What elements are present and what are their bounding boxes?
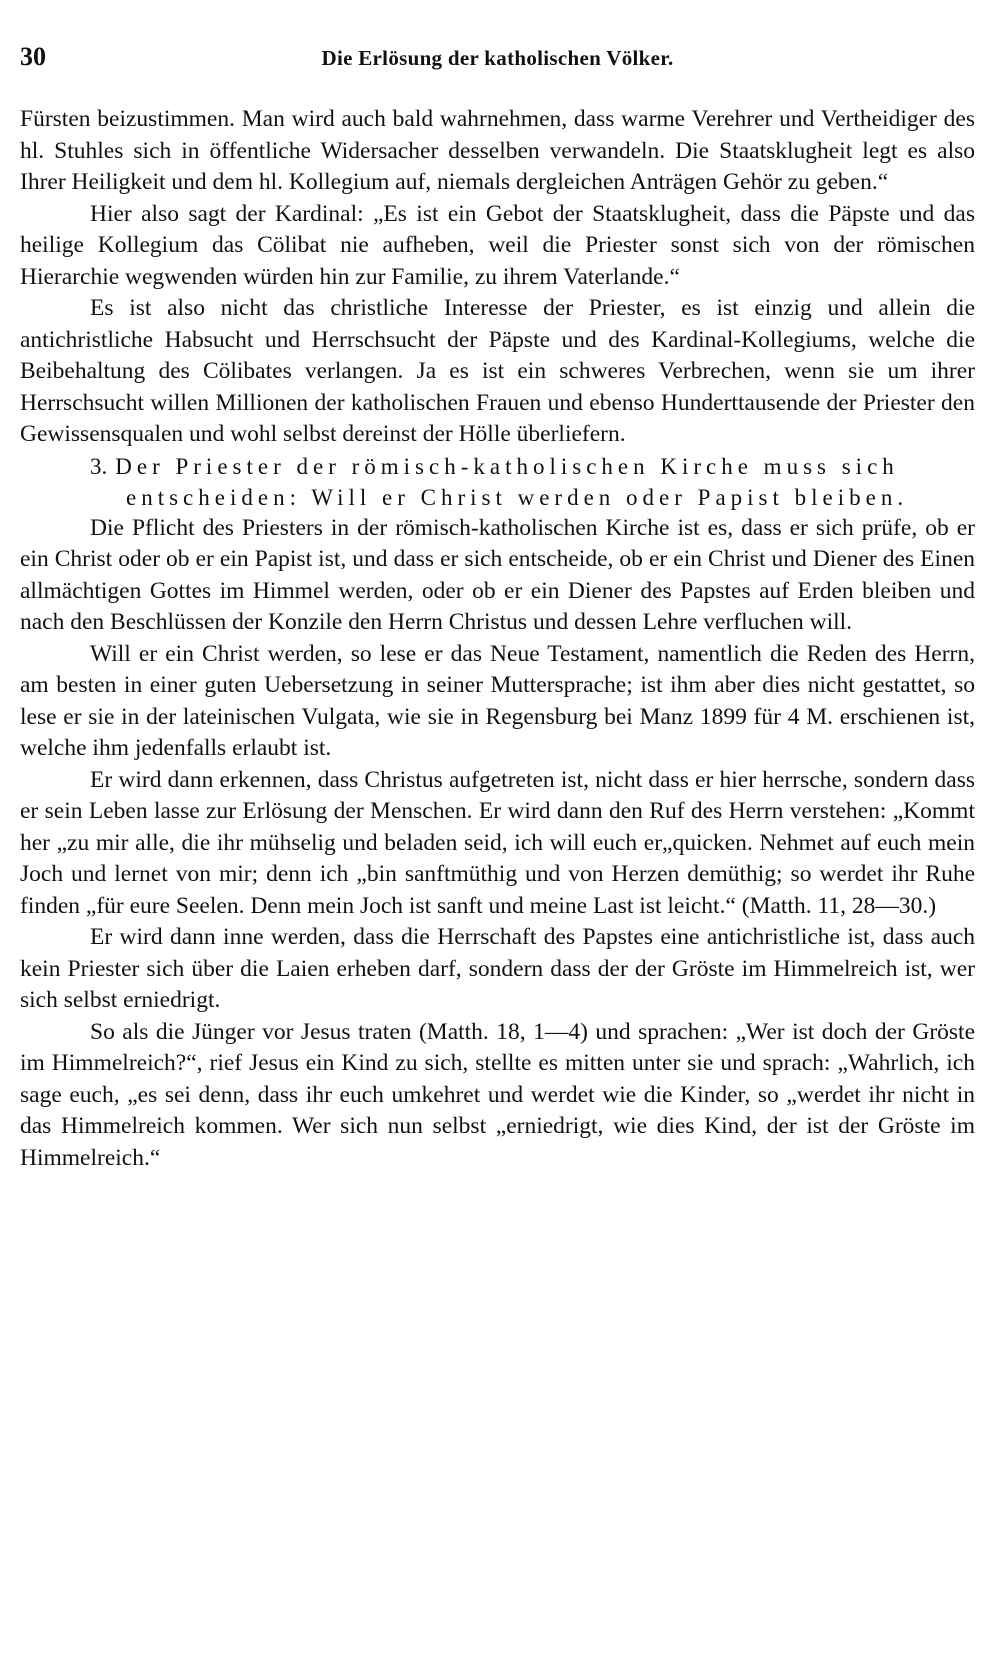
paragraph: Will er ein Christ werden, so lese er das Neue Testament, namentlich die Reden des Herrn, am besten in einer guten Uebersetzung in seiner Muttersprache; ist ihm aber dies nicht gestattet, so lese er sie in der lateinischen Vulgata, wie sie in Regensburg bei Manz 1899 für 4 M. erschienen ist, welche ihm jedenfalls erlaubt ist. xyxy=(20,640,975,761)
section-title: Der Priester der römisch-katholischen Kirche muss sich entscheiden: Will er Christ werden oder Papist bleiben. xyxy=(115,453,909,510)
paragraph-continuation: Fürsten beizustimmen. Man wird auch bald wahrnehmen, dass warme Verehrer und Vertheidiger des hl. Stuhles sich in öffentliche Widersacher desselben verwandeln. Die Staatsklugheit legt es also Ihrer Heiligkeit und dem hl. Kollegium auf, niemals dergleichen Anträgen Gehör zu geben.“ xyxy=(20,106,975,195)
paragraph: Hier also sagt der Kardinal: „Es ist ein Gebot der Staatsklugheit, dass die Päpste und das heilige Kollegium das Cölibat nie aufheben, weil die Priester sonst sich von der römischen Hierarchie wegwenden würden hin zur Familie, zu ihrem Vaterlande.“ xyxy=(20,200,975,290)
page-header xyxy=(20,42,975,82)
section-number: 3. xyxy=(90,453,108,479)
paragraph: Er wird dann inne werden, dass die Herrschaft des Papstes eine antichristliche ist, dass auch kein Priester sich über die Laien erheben darf, sondern dass der der Gröste im Himmelreich ist, wer sich selbst erniedrigt. xyxy=(20,924,975,1013)
running-title: Die Erlösung der katholischen Völker. xyxy=(321,46,674,70)
body-text xyxy=(20,104,975,1174)
paragraph: So als die Jünger vor Jesus traten (Matth. 18, 1—4) und sprachen: „Wer ist doch der Gröste im Himmelreich?“, rief Jesus ein Kind zu sich, stellte es mitten unter sie und sprach: „Wahrlich, ich sage euch, „es sei denn, dass ihr euch umkehret und werdet wie die Kinder, so „werdet ihr nicht in das Himmelreich kommen. Wer sich nun selbst „erniedrigt, wie dies Kind, der ist der Gröste im Himmelreich.“ xyxy=(20,1018,975,1171)
section-heading xyxy=(20,451,975,513)
paragraph: Es ist also nicht das christliche Interesse der Priester, es ist einzig und allein die antichristliche Habsucht und Herrschsucht der Päpste und des Kardinal-Kollegiums, welche die Beibehaltung des Cölibates verlangen. Ja es ist ein schweres Verbrechen, wenn sie um ihrer Herrschsucht willen Millionen der katholischen Frauen und ebenso Hunderttausende der Priester den Gewissensqualen und wohl selbst dereinst der Hölle überliefern. xyxy=(20,295,975,447)
paragraph: Er wird dann erkennen, dass Christus aufgetreten ist, nicht dass er hier herrsche, sondern dass er sein Leben lasse zur Erlösung der Menschen. Er wird dann den Ruf des Herrn verstehen: „Kommt her „zu mir alle, die ihr mühselig und beladen seid, ich will euch er„quicken. Nehmet auf euch mein Joch und lernet von mir; denn ich „bin sanftmüthig und von Herzen demüthig; so werdet ihr Ruhe finden „für eure Seelen. Denn mein Joch ist sanft und meine Last ist leicht.“ (Matth. 11, 28—30.) xyxy=(20,766,975,919)
book-page xyxy=(20,0,975,1656)
page-number: 30 xyxy=(20,42,46,71)
paragraph: Die Pflicht des Priesters in der römisch-katholischen Kirche ist es, dass er sich prüfe, ob er ein Christ oder ob er ein Papist ist, und dass er sich entscheide, ob er ein Christ und Diener des Einen allmächtigen Gottes im Himmel werden, oder ob er ein Diener des Papstes auf Erden bleiben und nach den Beschlüssen der Konzile den Herrn Christus und dessen Lehre verfluchen will. xyxy=(20,514,975,635)
